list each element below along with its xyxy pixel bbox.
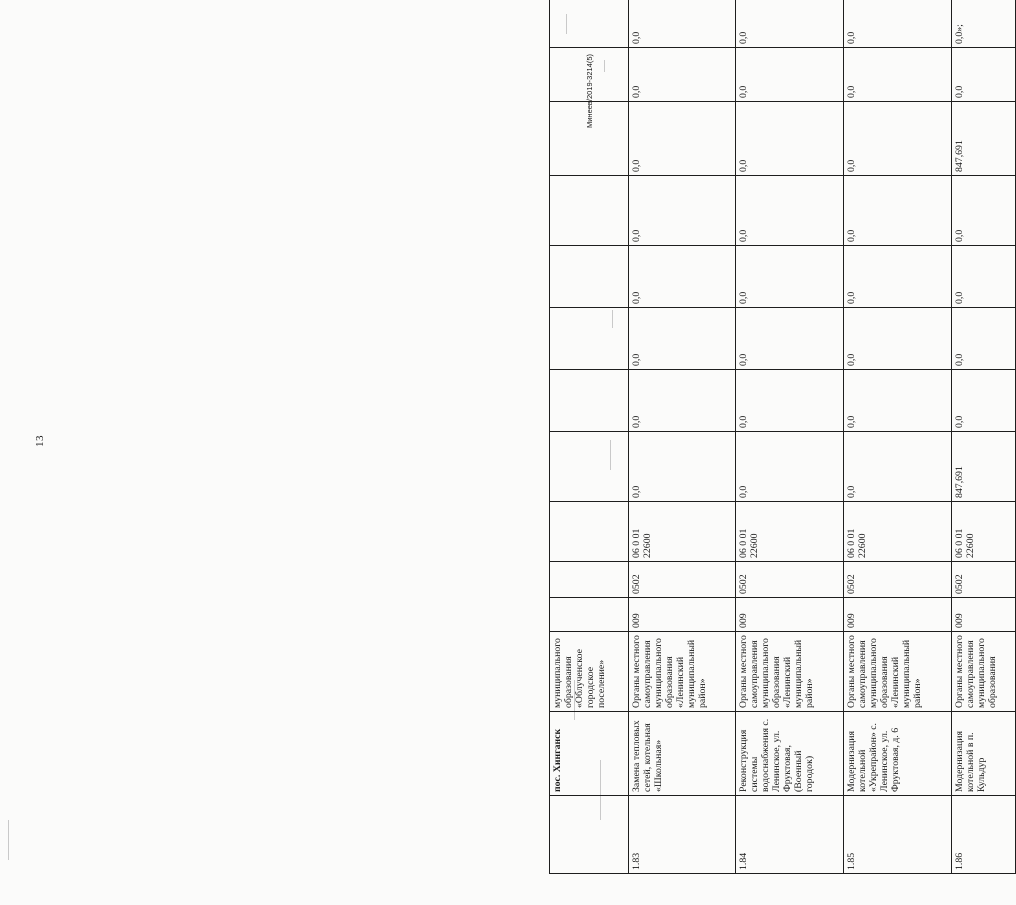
cell-value: 0,0 xyxy=(736,432,844,502)
cell-value: 0,0 xyxy=(628,0,736,48)
cell-value: 0,0 xyxy=(844,0,952,48)
cell-value: 0,0 xyxy=(951,246,1015,308)
table-row xyxy=(736,0,844,874)
cell-value: 0,0 xyxy=(951,370,1015,432)
table-row xyxy=(951,0,1015,874)
cell-executor: Органы местного самоуправления муниципального образования xyxy=(951,632,1015,712)
cell-target: 06 0 01 22600 xyxy=(736,502,844,562)
cell-value: 0,0 xyxy=(951,48,1015,102)
cell-value: 0,0 xyxy=(628,48,736,102)
cell-value xyxy=(550,0,629,48)
cell-value: 0,0 xyxy=(628,432,736,502)
cell-value: 0,0 xyxy=(844,176,952,246)
table-row xyxy=(844,0,952,874)
cell-value: 0,0 xyxy=(628,370,736,432)
table-row xyxy=(550,0,629,874)
cell-code: 009 xyxy=(628,598,736,632)
cell-value: 0,0 xyxy=(844,370,952,432)
cell-name: Реконструкция системы водоснабжения с. Ленинское, ул. Фруктовая, (Военный городок) xyxy=(736,712,844,796)
table-row xyxy=(628,0,736,874)
cell-value: 0,0 xyxy=(844,102,952,176)
cell-executor: Органы местного самоуправления муниципального образования «Ленинский муниципальный район» xyxy=(628,632,736,712)
cell-executor: Органы местного самоуправления муниципального образования «Ленинский муниципальный район» xyxy=(844,632,952,712)
cell-num: 1.85 xyxy=(844,796,952,874)
page-number: 13 xyxy=(34,435,46,447)
cell-value xyxy=(550,502,629,562)
document-stamp: Минеев/2019-3214(5) xyxy=(585,53,594,128)
cell-value: 0,0 xyxy=(736,308,844,370)
cell-code: 009 xyxy=(844,598,952,632)
cell-num: 1.86 xyxy=(951,796,1015,874)
cell-value: 0,0 xyxy=(628,308,736,370)
cell-value: 0,0 xyxy=(736,102,844,176)
cell-target: 06 0 01 22600 xyxy=(951,502,1015,562)
cell-value xyxy=(550,308,629,370)
cell-value: 0,0 xyxy=(844,246,952,308)
cell-value: 0,0 xyxy=(736,48,844,102)
scan-noise xyxy=(8,820,9,860)
cell-value xyxy=(550,370,629,432)
cell-value: 0,0 xyxy=(736,0,844,48)
cell-num xyxy=(550,796,629,874)
cell-num: 1.84 xyxy=(736,796,844,874)
cell-value: 0,0 xyxy=(844,432,952,502)
cell-code: 009 xyxy=(951,598,1015,632)
rotated-table-wrapper xyxy=(549,24,1016,874)
cell-section: 0502 xyxy=(628,562,736,598)
cell-value: 0,0 xyxy=(951,176,1015,246)
cell-target: 06 0 01 22600 xyxy=(844,502,952,562)
cell-value xyxy=(550,246,629,308)
cell-value: 847,691 xyxy=(951,432,1015,502)
cell-value: 0,0 xyxy=(628,176,736,246)
cell-locality: пос. Хинганск xyxy=(550,712,629,796)
cell-name: Модернизация котельной «Укрепрайон» с. Ленинское, ул. Фруктовая, д. 6 xyxy=(844,712,952,796)
cell-value: 0,0»; xyxy=(951,0,1015,48)
cell-name: Модернизация котельной в п. Кульдур xyxy=(951,712,1015,796)
cell-code: 009 xyxy=(736,598,844,632)
cell-value: 0,0 xyxy=(844,308,952,370)
cell-section: 0502 xyxy=(844,562,952,598)
cell-value xyxy=(550,598,629,632)
cell-executor: муниципального образования «Облученское городское поселение» xyxy=(550,632,629,712)
cell-value: 0,0 xyxy=(951,308,1015,370)
cell-value: 0,0 xyxy=(736,370,844,432)
cell-value: 847,691 xyxy=(951,102,1015,176)
cell-value xyxy=(550,102,629,176)
cell-executor: Органы местного самоуправления муниципального образования «Ленинский муниципальный район» xyxy=(736,632,844,712)
cell-section: 0502 xyxy=(951,562,1015,598)
cell-value xyxy=(550,562,629,598)
cell-num: 1.83 xyxy=(628,796,736,874)
cell-value: 0,0 xyxy=(736,246,844,308)
cell-value xyxy=(550,176,629,246)
cell-value: 0,0 xyxy=(628,102,736,176)
cell-value xyxy=(550,48,629,102)
cell-name: Замена тепловых сетей, котельная «Школьная» xyxy=(628,712,736,796)
cell-value: 0,0 xyxy=(844,48,952,102)
cell-value: 0,0 xyxy=(736,176,844,246)
cell-section: 0502 xyxy=(736,562,844,598)
cell-target: 06 0 01 22600 xyxy=(628,502,736,562)
cell-value: 0,0 xyxy=(628,246,736,308)
program-table xyxy=(549,0,1016,874)
cell-value xyxy=(550,432,629,502)
